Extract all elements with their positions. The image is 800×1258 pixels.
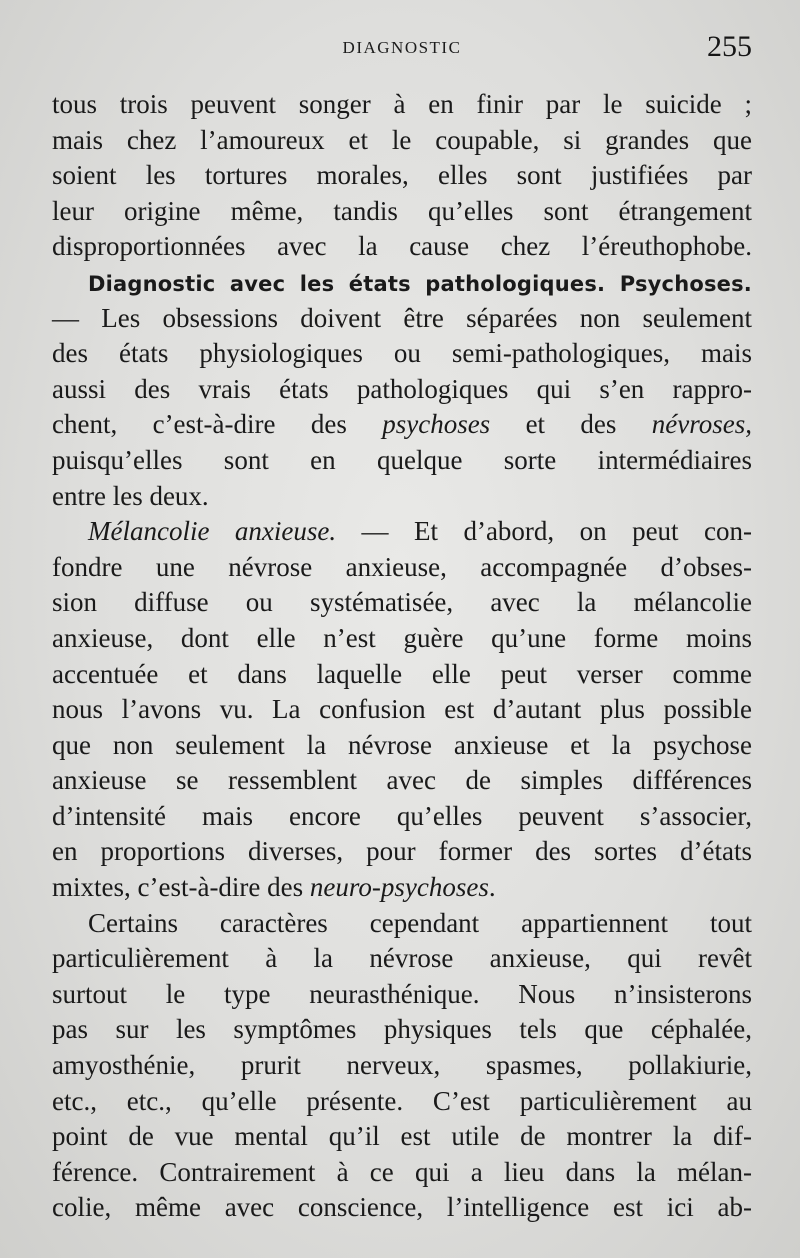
text-run: amyosthénie, prurit nerveux, spasmes, pollakiurie, [52,1050,752,1081]
text-run: disproportionnées avec la cause chez l’éreuthophobe. [52,231,752,262]
text-run: — Les obsessions doivent être séparées non seulement [52,302,752,333]
section-heading-line [52,265,752,301]
text-line [52,657,752,693]
text-run: accentuée et dans laquelle elle peut verser comme [52,658,752,689]
text-run: anxieuse, dont elle n’est guère qu’une forme moins [52,622,752,653]
text-line [52,87,752,123]
text-run: surtout le type neurasthénique. Nous n’insisterons [52,978,752,1009]
text-run: point de vue mental qu’il est utile de montrer la dif- [52,1121,752,1152]
text-run: chent, c’est-à-dire des [52,409,383,440]
text-line [52,585,752,621]
text-run: fondre une névrose anxieuse, accompagnée d’obses- [52,551,752,582]
text-run: entre les deux. [52,480,209,511]
text-line [52,763,752,799]
text-line [52,123,752,159]
text-line [52,443,752,479]
italic-term: névroses, [651,409,753,440]
text-line [52,194,752,230]
text-line [52,479,752,515]
text-line [52,158,752,194]
text-run: aussi des vrais états pathologiques qui s’en rappro- [52,373,752,404]
text-run: puisqu’elles sont en quelque sorte intermédiaires [52,444,752,475]
text-line [52,1048,752,1084]
section-heading: Diagnostic avec les états pathologiques. Psychoses. [88,271,752,296]
text-line [52,514,752,550]
text-run: Certains caractères cependant appartiennent tout [88,907,752,938]
text-line [52,229,752,265]
page-header [52,30,752,70]
text-line [52,728,752,764]
text-run: . [488,872,496,903]
text-line [52,941,752,977]
text-run: que non seulement la névrose anxieuse et la psychose [52,729,752,760]
text-run: nous l’avons vu. La confusion est d’autant plus possible [52,694,752,725]
text-run: leur origine même, tandis qu’elles sont étrangement [52,195,752,226]
text-run: en proportions diverses, pour former des sortes d’états [52,836,752,867]
text-line [52,1190,752,1226]
text-line [52,301,752,337]
text-run: sion diffuse ou systématisée, avec la mélancolie [52,587,752,618]
body-text [52,87,752,1226]
text-line [52,621,752,657]
text-line [52,870,752,906]
text-line [52,906,752,942]
text-line [52,799,752,835]
text-run: et des [490,409,652,440]
text-run: pas sur les symptômes physiques tels que céphalée, [52,1014,752,1045]
text-run: tous trois peuvent songer à en finir par le suicide ; [52,89,752,119]
italic-term: psychoses [382,409,491,440]
text-run: d’intensité mais encore qu’elles peuvent s’associer, [52,800,752,831]
text-run: colie, même avec conscience, l’intelligence est ici ab- [52,1192,752,1223]
text-line [52,550,752,586]
text-run: des états physiologiques ou semi-pathologiques, mais [52,338,752,369]
text-run: anxieuse se ressemblent avec de simples différences [52,765,752,796]
italic-term: neuro-psychoses [309,872,489,903]
text-line [52,336,752,372]
text-run: mixtes, c’est-à-dire des [52,872,310,903]
text-line [52,1119,752,1155]
text-line [52,977,752,1013]
text-line [52,407,752,443]
page-number: 255 [707,30,752,63]
text-run: mais chez l’amoureux et le coupable, si grandes que [52,124,752,155]
text-line [52,1084,752,1120]
text-line [52,1012,752,1048]
text-line [52,834,752,870]
text-run: férence. Contrairement à ce qui a lieu dans la mélan- [52,1156,752,1187]
text-run: soient les tortures morales, elles sont justifiées par [52,160,752,191]
text-run: etc., etc., qu’elle présente. C’est particulièrement au [52,1085,752,1116]
text-line [52,692,752,728]
text-run: — Et d’abord, on peut con- [336,516,752,547]
text-line [52,1155,752,1191]
italic-subheading: Mélancolie anxieuse. [88,516,337,547]
text-line [52,372,752,408]
text-run: particulièrement à la névrose anxieuse, qui revêt [52,943,752,974]
running-title: DIAGNOSTIC [342,38,462,57]
